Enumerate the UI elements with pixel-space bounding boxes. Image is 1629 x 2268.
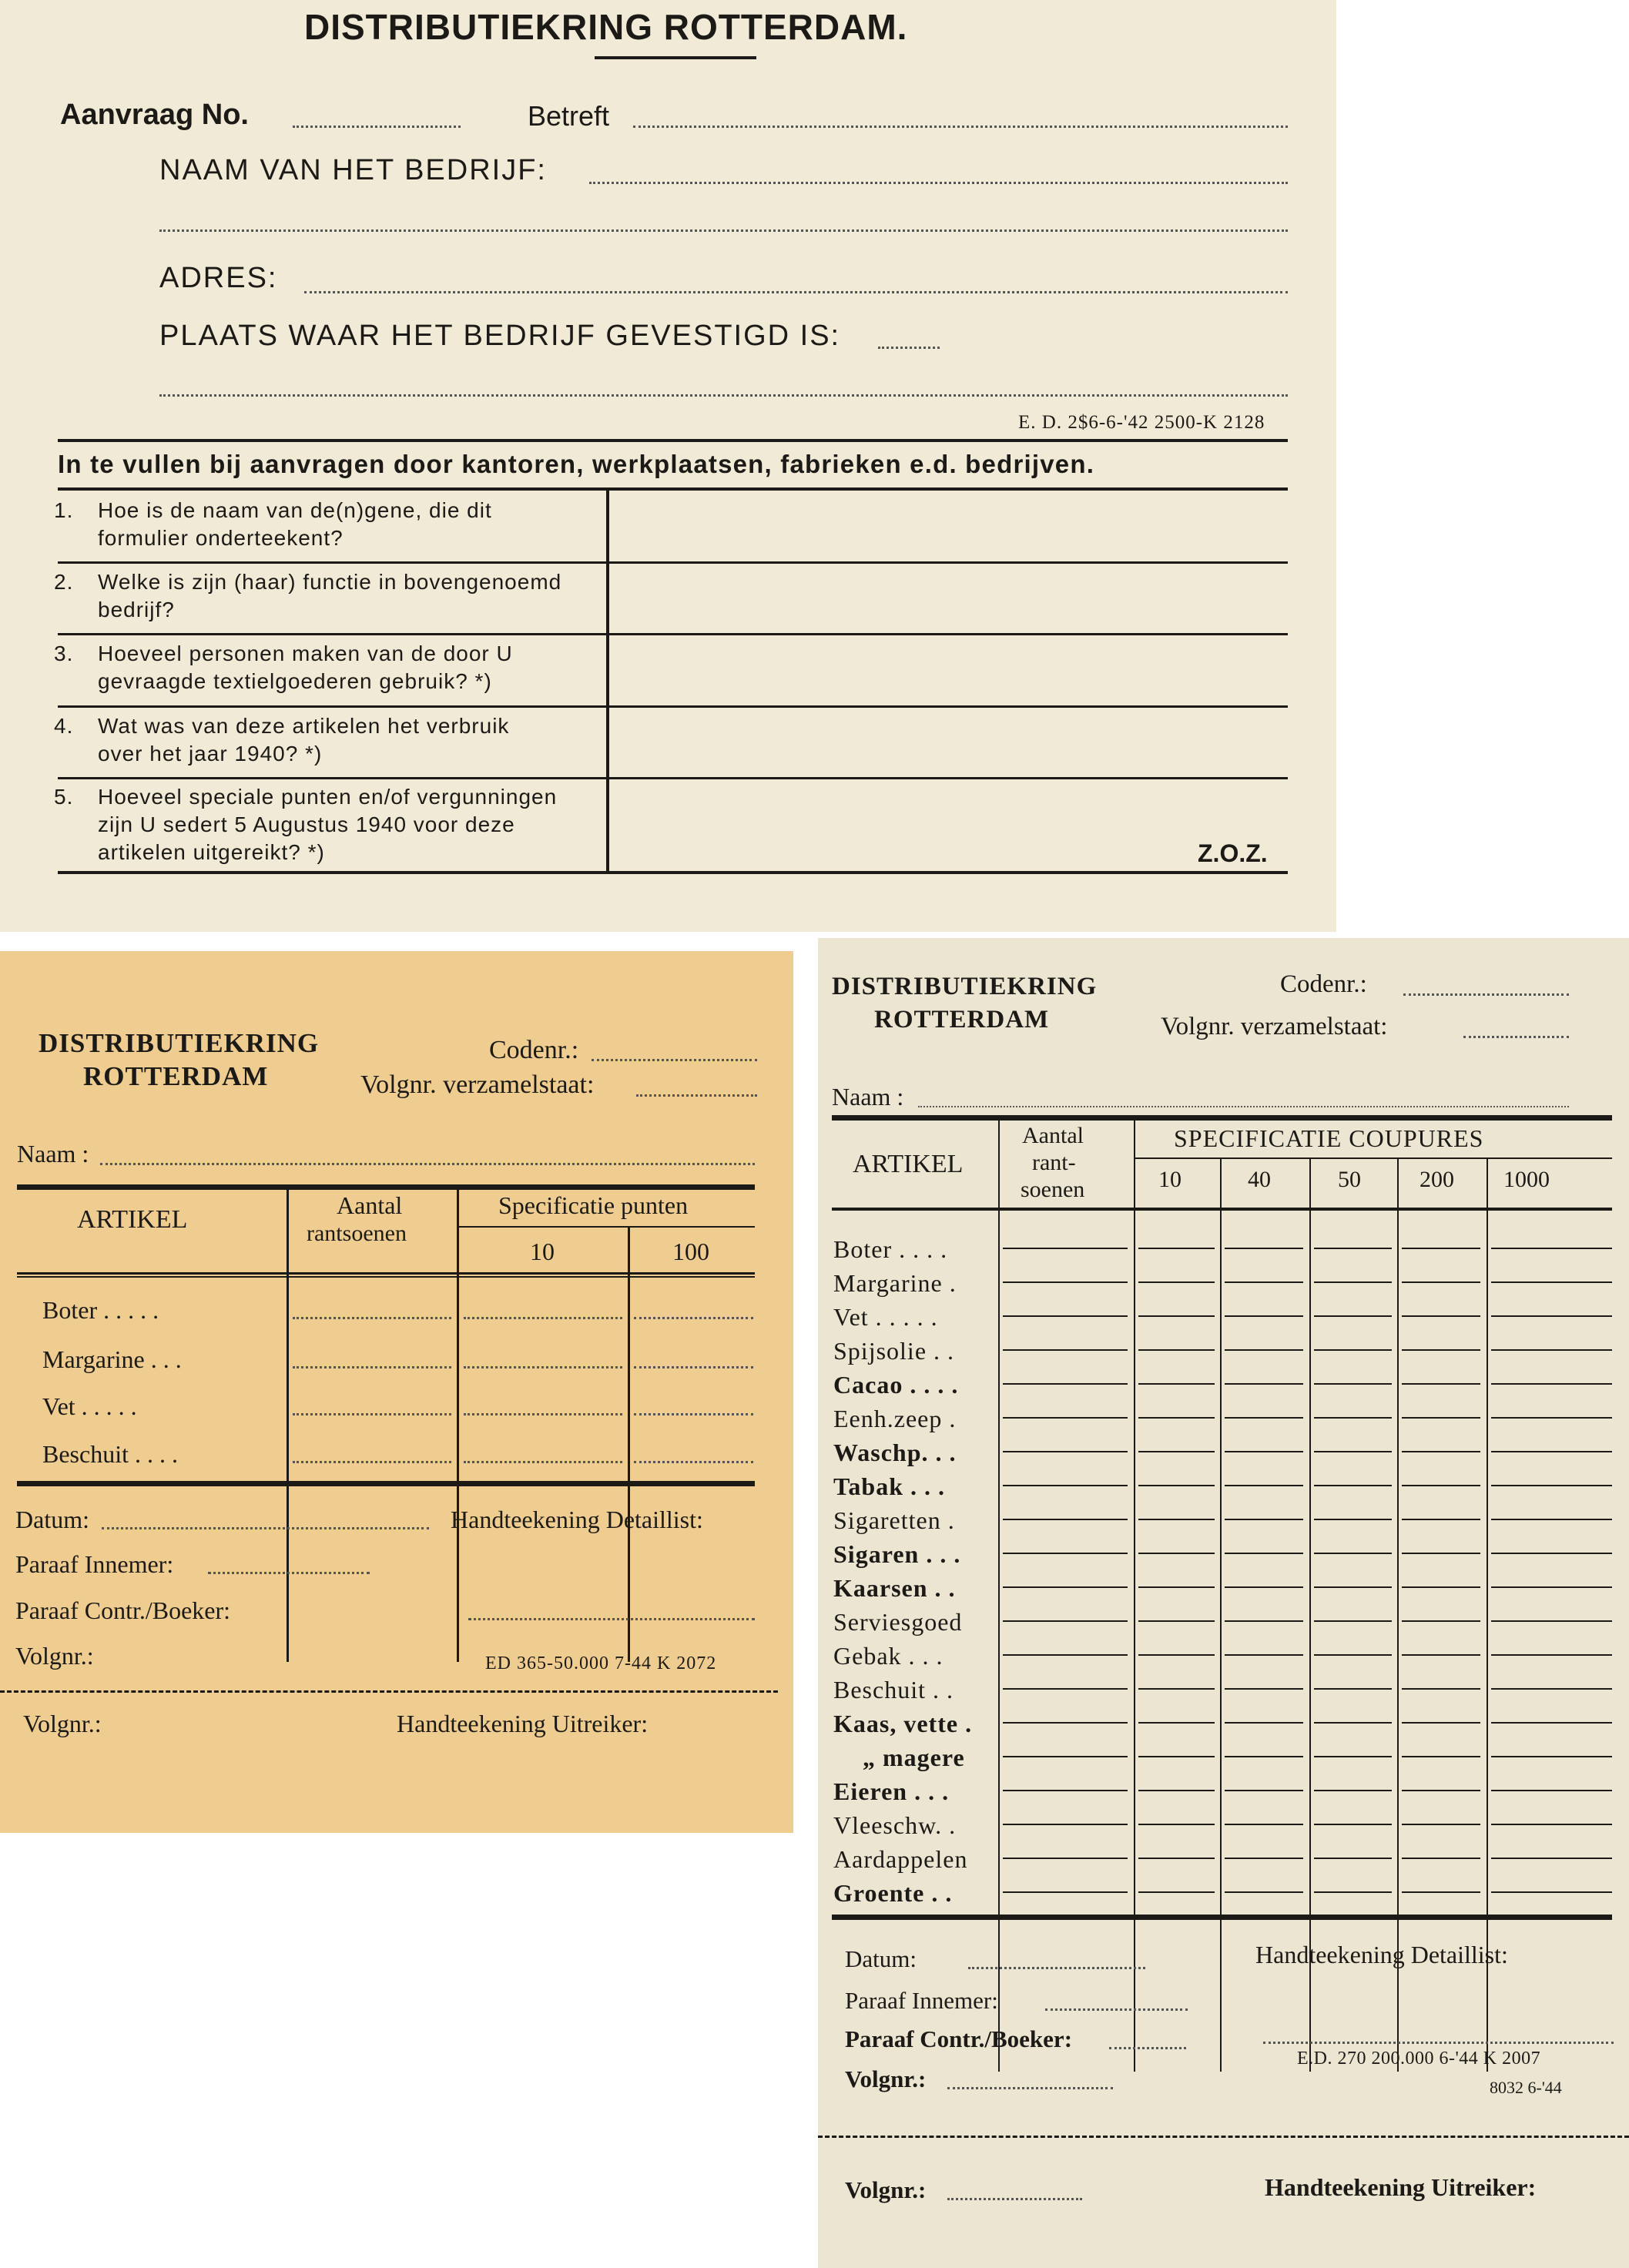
signature-detaillist-field[interactable] [1263,2042,1614,2044]
coupon-entry-line[interactable] [1314,1858,1392,1859]
coupon-entry-line[interactable] [1138,1688,1215,1690]
coupon-entry-line[interactable] [1491,1485,1612,1486]
boter-10[interactable] [464,1317,622,1319]
print-code-1: E.D. 270 200.000 6-'44 K 2007 [1297,2049,1541,2069]
paraaf-innemer-label: Paraaf Innemer: [845,1987,998,2014]
coupon-entry-line[interactable] [1138,1281,1215,1283]
col-100: 100 [672,1238,709,1265]
col-divider-1000 [1487,1159,1488,2072]
coupon-entry-line[interactable] [1402,1519,1480,1520]
address-label: ADRES: [159,262,278,294]
item-sigaretten: Sigaretten . [833,1506,955,1534]
coupon-entry-line[interactable] [1491,1519,1612,1520]
item-vet: Vet . . . . . [42,1392,137,1420]
coupon-entry-line[interactable] [1138,1654,1215,1656]
item-sigaren: Sigaren . . . [833,1540,961,1568]
row-divider [58,561,1288,564]
coupon-entry-line[interactable] [1138,1485,1215,1486]
volgnr-bottom-field[interactable] [947,2198,1082,2200]
coupon-entry-line[interactable] [1491,1688,1612,1690]
coupon-entry-line[interactable] [1491,1315,1612,1317]
coupon-entry-line[interactable] [1402,1315,1480,1317]
item-beschuit: Beschuit . . . . [42,1440,178,1468]
coupon-entry-line[interactable] [1003,1586,1128,1588]
coupon-entry-line[interactable] [1491,1281,1612,1283]
coupon-entry-line[interactable] [1138,1553,1215,1554]
table-top-border [832,1115,1612,1121]
handteekening-detaillist-label: Handteekening Detaillist: [1255,1941,1508,1968]
coupon-entry-line[interactable] [1314,1383,1392,1385]
item-kaas-vette: Kaas, vette . [833,1710,973,1737]
company-name-field-line2[interactable] [159,229,1288,232]
vet-aantal[interactable] [293,1413,451,1415]
coupon-entry-line[interactable] [1491,1383,1612,1385]
col-aantal-line3: soenen [1021,1177,1085,1202]
col-aantal-line2: rantsoenen [307,1221,407,1246]
naam-label: Naam : [832,1083,904,1111]
print-code: E. D. 2$6-6-'42 2500-K 2128 [1018,412,1265,433]
coupon-entry-line[interactable] [1003,1417,1128,1419]
coupon-entry-line[interactable] [1402,1451,1480,1452]
col-artikel: ARTIKEL [77,1205,188,1234]
coupon-entry-line[interactable] [1314,1620,1392,1622]
coupon-entry-line[interactable] [1314,1891,1392,1893]
coupon-entry-line[interactable] [1003,1688,1128,1690]
beschuit-aantal[interactable] [293,1461,451,1463]
title-line2: ROTTERDAM [874,1006,1050,1033]
row-divider [58,705,1288,708]
concerns-label: Betreft [528,100,610,132]
col-artikel: ARTIKEL [853,1150,964,1178]
vet-10[interactable] [464,1413,622,1415]
coupon-entry-line[interactable] [1402,1281,1480,1283]
volgnr-verzamelstaat-field[interactable] [1463,1036,1569,1038]
table-top-border [17,1184,755,1190]
volgnr-bottom-label: Volgnr.: [23,1710,102,1737]
item-margarine: Margarine . [833,1269,957,1297]
coupon-entry-line[interactable] [1491,1417,1612,1419]
volgnr-field[interactable] [947,2087,1113,2089]
coupon-entry-line[interactable] [1314,1451,1392,1452]
coupon-entry-line[interactable] [1314,1315,1392,1317]
place-label: PLAATS WAAR HET BEDRIJF GEVESTIGD IS: [159,320,841,352]
row-divider [58,633,1288,635]
coupon-entry-line[interactable] [1225,1654,1303,1656]
coupon-entry-line[interactable] [1225,1519,1303,1520]
coupon-entry-line[interactable] [1491,1451,1612,1452]
coupon-entry-line[interactable] [1225,1891,1303,1893]
coupon-entry-line[interactable] [1402,1790,1480,1791]
coupon-entry-line[interactable] [1003,1485,1128,1486]
coupure-200: 200 [1420,1167,1454,1192]
place-field-line2[interactable] [159,394,1288,397]
retailer-coupon-card-large [818,938,1629,2268]
coupon-entry-line[interactable] [1138,1824,1215,1825]
col-divider-2 [457,1190,459,1662]
item-vet: Vet . . . . . [833,1303,938,1331]
datum-label: Datum: [845,1945,917,1972]
naam-field[interactable] [100,1163,755,1165]
table-top-border [58,487,1288,491]
col-spec: Specificatie punten [498,1191,689,1219]
margarine-100[interactable] [634,1366,753,1369]
coupon-entry-line[interactable] [1314,1349,1392,1351]
item-eenh-zeep: Eenh.zeep . [833,1405,957,1432]
coupon-entry-line[interactable] [1491,1620,1612,1622]
coupon-entry-line[interactable] [1138,1620,1215,1622]
coupon-entry-line[interactable] [1138,1417,1215,1419]
textile-request-form: DISTRIBUTIEKRING ROTTERDAM. Aanvraag No. Betreft NAAM VAN HET BEDRIJF: ADRES: PLAATS WAAR HET BEDRIJF GEVESTIGD IS: E. D. 2$6-6-'42 2500-K 2128 In te vullen bij aanvragen door kantoren, werkplaatsen, fabrieken e.d. bedrijven. 1. Hoe is de naam van de(n)gene, die dit formulier onderteekent? 2. Welke is zijn (haar) functie in bovengenoemd bedrijf? 3. Hoeveel personen maken van de door U gevraagde textielgoederen gebruik? *) 4. Wat was van deze artikelen het verbruik over het jaar 1940? *) 5. Hoeveel speciale punten en/of vergunningen zijn U sedert 5 Augustus 1940 voor deze artikelen uitgereikt? *) Z.O.Z. [0,0,1336,932]
coupon-entry-line[interactable] [1314,1248,1392,1249]
coupon-entry-line[interactable] [1402,1858,1480,1859]
col-spec: SPECIFICATIE COUPURES [1174,1124,1484,1152]
coupon-entry-line[interactable] [1491,1248,1612,1249]
form-title: DISTRIBUTIEKRING ROTTERDAM. [304,7,908,47]
coupon-entry-line[interactable] [1003,1519,1128,1520]
codenr-label: Codenr.: [489,1036,579,1064]
coupure-10: 10 [1158,1167,1182,1192]
table-bottom-border [58,871,1288,874]
coupon-entry-line[interactable] [1225,1756,1303,1757]
item-waschp: Waschp. . . [833,1439,957,1466]
divider [58,439,1288,442]
coupon-entry-line[interactable] [1225,1688,1303,1690]
coupon-entry-line[interactable] [1003,1654,1128,1656]
print-code: ED 365-50.000 7-44 K 2072 [485,1653,717,1673]
title-line2: ROTTERDAM [83,1061,269,1091]
col-divider-40 [1220,1159,1222,2072]
coupon-entry-line[interactable] [1491,1891,1612,1893]
coupon-entry-line[interactable] [1314,1654,1392,1656]
coupure-50: 50 [1338,1167,1361,1192]
signature-detaillist-field[interactable] [468,1618,755,1620]
item-aardappelen: Aardappelen [833,1845,968,1873]
coupon-entry-line[interactable] [1003,1281,1128,1283]
handteekening-uitreiker-label: Handteekening Uitreiker: [397,1710,649,1737]
coupon-entry-line[interactable] [1003,1858,1128,1859]
coupon-entry-line[interactable] [1225,1790,1303,1791]
title-line1: DISTRIBUTIEKRING [832,973,1098,1000]
coupon-entry-line[interactable] [1138,1383,1215,1385]
coupon-entry-line[interactable] [1225,1586,1303,1588]
coupon-entry-line[interactable] [1003,1553,1128,1554]
beschuit-100[interactable] [634,1461,753,1463]
request-number-field[interactable] [293,126,461,128]
table-bottom-border [832,1915,1612,1920]
section-heading: In te vullen bij aanvragen door kantoren, werkplaatsen, fabrieken e.d. bedrijven. [58,450,1095,478]
volgnr-verzamelstaat-label: Volgnr. verzamelstaat: [1161,1013,1388,1040]
coupon-entry-line[interactable] [1491,1722,1612,1724]
col-divider-3 [628,1227,630,1662]
coupon-entry-line[interactable] [1225,1620,1303,1622]
volgnr-label: Volgnr.: [15,1642,94,1670]
coupon-entry-line[interactable] [1491,1756,1612,1757]
spec-underline [458,1226,755,1228]
coupon-entry-line[interactable] [1225,1722,1303,1724]
coupon-entry-line[interactable] [1402,1248,1480,1249]
address-field[interactable] [304,291,1288,293]
coupon-entry-line[interactable] [1402,1620,1480,1622]
coupon-entry-line[interactable] [1491,1790,1612,1791]
datum-field[interactable] [968,1967,1145,1969]
company-name-label: NAAM VAN HET BEDRIJF: [159,154,547,186]
coupon-entry-line[interactable] [1491,1586,1612,1588]
coupon-entry-line[interactable] [1138,1891,1215,1893]
boter-100[interactable] [634,1317,753,1319]
coupon-entry-line[interactable] [1491,1553,1612,1554]
item-cacao: Cacao . . . . [833,1371,959,1399]
request-number-label: Aanvraag No. [60,99,249,131]
coupon-entry-line[interactable] [1402,1349,1480,1351]
coupon-entry-line[interactable] [1225,1315,1303,1317]
coupon-entry-line[interactable] [1138,1586,1215,1588]
coupon-entry-line[interactable] [1402,1824,1480,1825]
header-bottom-border [832,1208,1612,1211]
codenr-field[interactable] [1403,993,1569,996]
coupon-entry-line[interactable] [1225,1858,1303,1859]
coupon-entry-line[interactable] [1225,1281,1303,1283]
continue-overleaf: Z.O.Z. [1198,839,1268,867]
coupon-entry-line[interactable] [1314,1586,1392,1588]
paraaf-contr-label: Paraaf Contr./Boeker: [15,1596,231,1624]
handteekening-detaillist-label: Handteekening Detaillist: [451,1506,703,1533]
coupon-entry-line[interactable] [1138,1790,1215,1791]
col-divider-10 [1134,1121,1135,2072]
coupon-entry-line[interactable] [1314,1485,1392,1486]
item-vleeschw: Vleeschw. . [833,1811,957,1839]
beschuit-10[interactable] [464,1461,622,1463]
coupon-entry-line[interactable] [1225,1417,1303,1419]
coupon-entry-line[interactable] [1225,1349,1303,1351]
col-aantal-line2: rant- [1032,1150,1076,1175]
coupon-entry-line[interactable] [1003,1756,1128,1757]
datum-label: Datum: [15,1506,89,1533]
boter-aantal[interactable] [293,1317,451,1319]
coupon-entry-line[interactable] [1225,1451,1303,1452]
coupon-entry-line[interactable] [1003,1315,1128,1317]
coupon-entry-line[interactable] [1402,1485,1480,1486]
item-serviesgoed: Serviesgoed [833,1608,963,1636]
coupon-entry-line[interactable] [1138,1722,1215,1724]
item-kaas-magere: „ magere [863,1744,965,1771]
paraaf-innemer-field[interactable] [208,1572,370,1574]
tear-line [0,1690,778,1693]
row-divider [58,777,1288,779]
coupon-entry-line[interactable] [1314,1553,1392,1554]
item-beschuit: Beschuit . . [833,1676,954,1704]
paraaf-innemer-field[interactable] [1045,2008,1188,2011]
coupon-entry-line[interactable] [1225,1248,1303,1249]
coupon-entry-line[interactable] [1138,1315,1215,1317]
coupon-entry-line[interactable] [1003,1891,1128,1893]
coupon-entry-line[interactable] [1314,1722,1392,1724]
item-spijsolie: Spijsolie . . [833,1337,955,1365]
coupon-entry-line[interactable] [1003,1451,1128,1452]
item-margarine: Margarine . . . [42,1345,182,1373]
volgnr-verzamelstaat-label: Volgnr. verzamelstaat: [360,1070,595,1099]
coupure-40: 40 [1248,1167,1271,1192]
coupon-entry-line[interactable] [1402,1553,1480,1554]
col-divider-1 [287,1190,289,1662]
coupon-entry-line[interactable] [1138,1349,1215,1351]
coupon-entry-line[interactable] [1314,1756,1392,1757]
coupon-entry-line[interactable] [1314,1281,1392,1283]
item-boter: Boter . . . . . [42,1296,159,1324]
coupon-entry-line[interactable] [1491,1858,1612,1859]
item-kaarsen: Kaarsen . . [833,1574,956,1602]
coupon-entry-line[interactable] [1402,1654,1480,1656]
paraaf-innemer-label: Paraaf Innemer: [15,1550,174,1578]
table-bottom-border [17,1481,755,1486]
coupon-entry-line[interactable] [1138,1248,1215,1249]
paraaf-contr-field[interactable] [1109,2047,1186,2049]
codenr-label: Codenr.: [1280,970,1367,998]
coupon-entry-line[interactable] [1314,1790,1392,1791]
coupon-entry-line[interactable] [1402,1722,1480,1724]
header-bottom-border-2 [17,1276,755,1278]
col-10: 10 [530,1238,555,1265]
coupon-entry-line[interactable] [1314,1824,1392,1825]
coupon-entry-line[interactable] [1138,1756,1215,1757]
retailer-coupon-card-small [0,951,793,1833]
coupon-entry-line[interactable] [1402,1688,1480,1690]
coupon-entry-line[interactable] [1314,1688,1392,1690]
naam-label: Naam : [17,1140,89,1168]
coupon-entry-line[interactable] [1225,1383,1303,1385]
item-gebak: Gebak . . . [833,1642,944,1670]
coupon-entry-line[interactable] [1402,1383,1480,1385]
coupon-entry-line[interactable] [1138,1858,1215,1859]
coupon-entry-line[interactable] [1402,1586,1480,1588]
col-aantal-line1: Aantal [337,1191,403,1219]
volgnr-verzamelstaat-field[interactable] [636,1094,757,1097]
place-field[interactable] [878,347,940,349]
coupon-entry-line[interactable] [1003,1722,1128,1724]
coupon-entry-line[interactable] [1138,1451,1215,1452]
vet-100[interactable] [634,1413,753,1415]
volgnr-bottom-label: Volgnr.: [845,2176,927,2203]
spec-underline [1134,1157,1612,1159]
coupon-entry-line[interactable] [1003,1248,1128,1249]
coupon-entry-line[interactable] [1225,1485,1303,1486]
naam-field[interactable] [918,1106,1569,1107]
tear-line [818,2136,1629,2138]
coupon-entry-line[interactable] [1402,1756,1480,1757]
concerns-field[interactable] [633,126,1288,128]
margarine-aantal[interactable] [293,1366,451,1369]
item-eieren: Eieren . . . [833,1777,950,1805]
print-code-2: 8032 6-'44 [1490,2078,1562,2097]
col-divider-50 [1309,1159,1311,2072]
coupon-entry-line[interactable] [1491,1349,1612,1351]
coupon-entry-line[interactable] [1314,1417,1392,1419]
paraaf-contr-label: Paraaf Contr./Boeker: [845,2025,1073,2052]
coupon-entry-line[interactable] [1491,1824,1612,1825]
volgnr-label: Volgnr.: [845,2065,927,2092]
item-groente: Groente . . [833,1879,953,1907]
codenr-field[interactable] [592,1059,757,1061]
item-boter: Boter . . . . [833,1235,948,1263]
handteekening-uitreiker-label: Handteekening Uitreiker: [1265,2173,1537,2201]
coupon-entry-line[interactable] [1003,1824,1128,1825]
coupon-entry-line[interactable] [1003,1383,1128,1385]
coupon-entry-line[interactable] [1402,1417,1480,1419]
coupon-entry-line[interactable] [1402,1891,1480,1893]
item-tabak: Tabak . . . [833,1472,945,1500]
coupon-entry-line[interactable] [1138,1519,1215,1520]
title-underline [595,56,756,59]
coupon-entry-line[interactable] [1225,1824,1303,1825]
coupon-entry-line[interactable] [1491,1654,1612,1656]
coupon-entry-line[interactable] [1003,1620,1128,1622]
coupon-entry-line[interactable] [1003,1349,1128,1351]
datum-field[interactable] [102,1527,429,1529]
col-divider-aantal [998,1121,1000,2072]
col-divider-200 [1397,1159,1399,2072]
title-line1: DISTRIBUTIEKRING [39,1028,320,1058]
company-name-field[interactable] [589,182,1288,184]
coupon-entry-line[interactable] [1003,1790,1128,1791]
col-aantal-line1: Aantal [1022,1123,1084,1148]
coupon-entry-line[interactable] [1225,1553,1303,1554]
margarine-10[interactable] [464,1366,622,1369]
header-bottom-border [17,1272,755,1275]
coupon-entry-line[interactable] [1314,1519,1392,1520]
coupure-1000: 1000 [1503,1167,1550,1192]
